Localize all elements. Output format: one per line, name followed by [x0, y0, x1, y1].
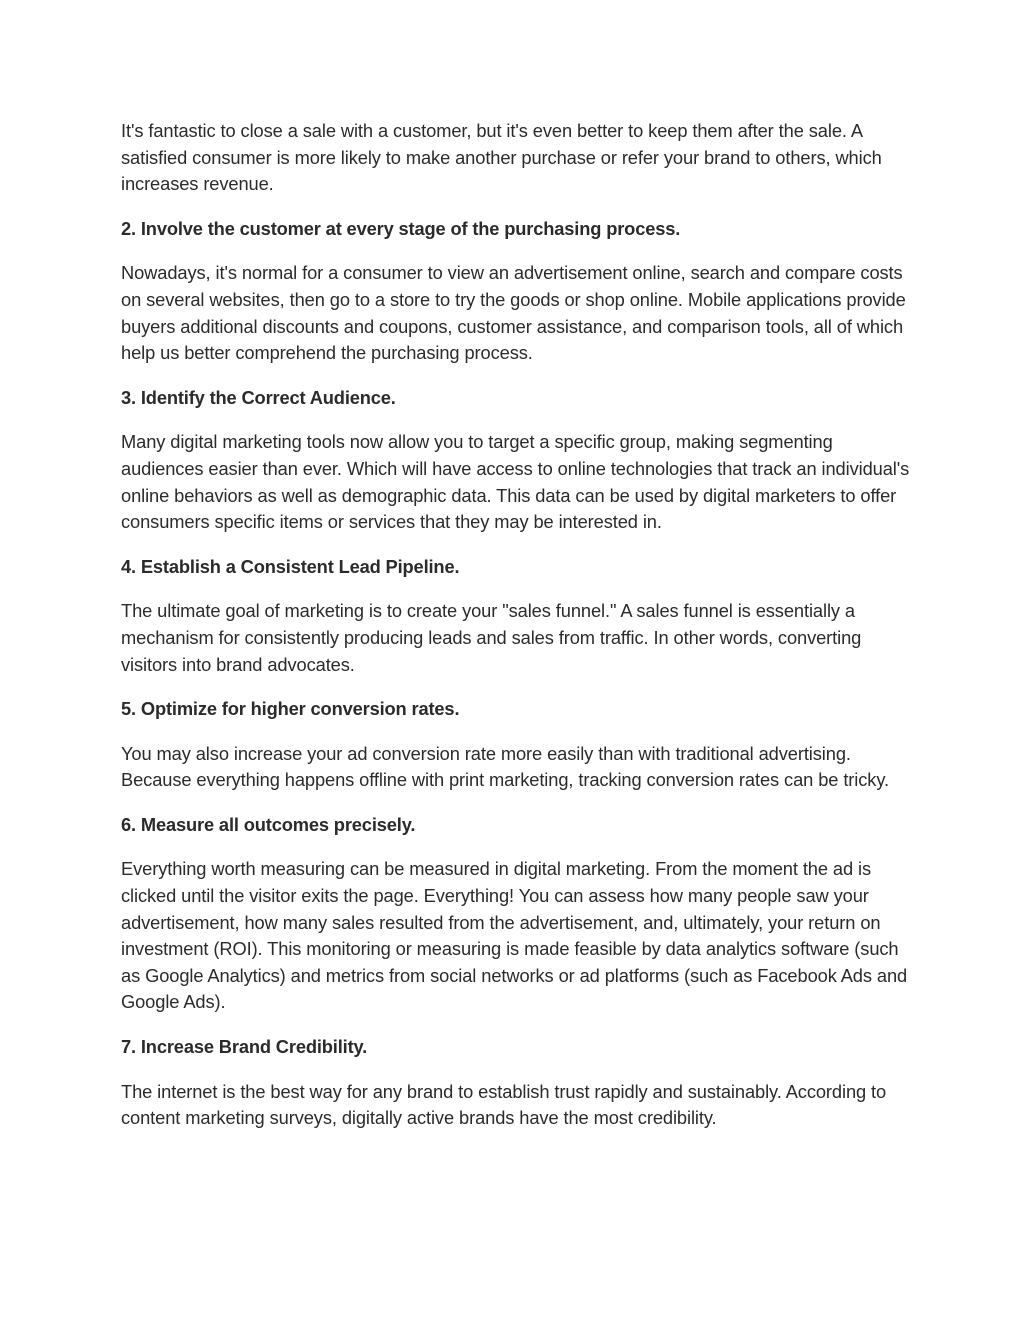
section-heading-4: 4. Establish a Consistent Lead Pipeline.	[121, 555, 460, 577]
document-page	[121, 118, 911, 1150]
section-paragraph-5: You may also increase your ad conversion rate more easily than with traditional advertising. Because everything happens offline with print marketing, tracking conversion rates can be tricky.	[121, 742, 889, 791]
section-heading-5: 5. Optimize for higher conversion rates.	[121, 698, 460, 720]
intro-paragraph: It's fantastic to close a sale with a customer, but it's even better to keep them after the sale. A satisfied consumer is more likely to make another purchase or refer your brand to others, which increases revenue.	[121, 120, 882, 195]
section-heading-7: 7. Increase Brand Credibility.	[121, 1036, 368, 1058]
section-heading-2: 2. Involve the customer at every stage of the purchasing process.	[121, 217, 681, 239]
section-paragraph-2: Nowadays, it's normal for a consumer to view an advertisement online, search and compare costs on several websites, then go to a store to try the goods or shop online. Mobile applications provide buyers additional discounts and coupons, customer assistance, and comparison tools, all of which help us better comprehend the purchasing process.	[121, 262, 906, 364]
section-heading-3: 3. Identify the Correct Audience.	[121, 386, 396, 408]
section-paragraph-7: The internet is the best way for any brand to establish trust rapidly and sustainably. According to content marketing surveys, digitally active brands have the most credibility.	[121, 1080, 887, 1129]
section-paragraph-6: Everything worth measuring can be measured in digital marketing. From the moment the ad is clicked until the visitor exits the page. Everything! You can assess how many people saw your advertisement, how many sales resulted from the advertisement, and, ultimately, your return on investment (ROI). This monitoring or measuring is made feasible by data analytics software (such as Google Analytics) and metrics from social networks or ad platforms (such as Facebook Ads and Google Ads).	[121, 858, 908, 1013]
section-paragraph-3: Many digital marketing tools now allow you to target a specific group, making segmenting audiences easier than ever. Which will have access to online technologies that track an individual's online behaviors as well as demographic data. This data can be used by digital marketers to offer consumers specific items or services that they may be interested in.	[121, 431, 910, 533]
section-heading-6: 6. Measure all outcomes precisely.	[121, 813, 416, 835]
section-paragraph-4: The ultimate goal of marketing is to create your "sales funnel." A sales funnel is essentially a mechanism for consistently producing leads and sales from traffic. In other words, converting visitors into brand advocates.	[121, 600, 862, 675]
